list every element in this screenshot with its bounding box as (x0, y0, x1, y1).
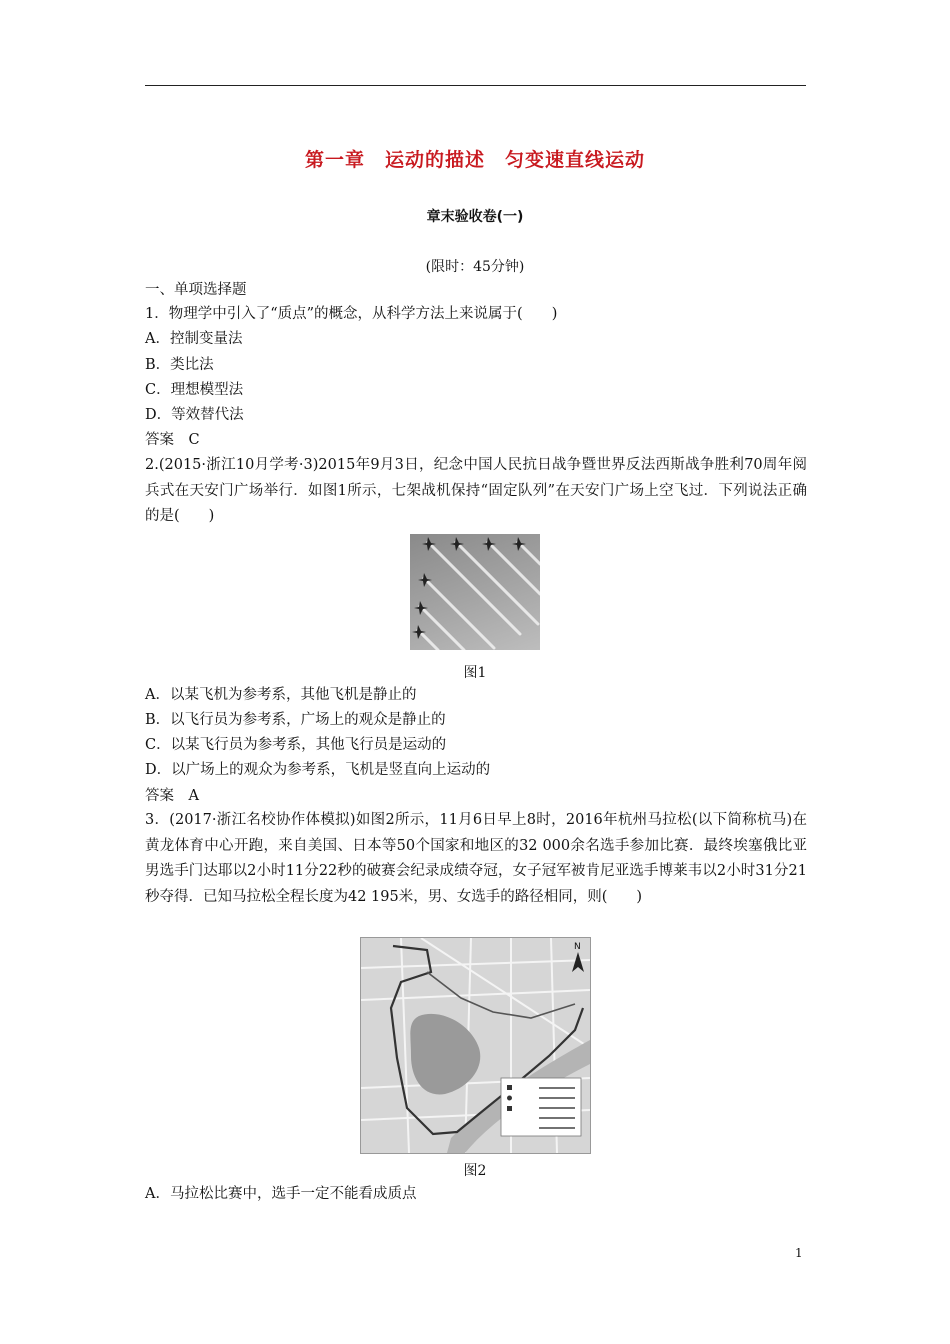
map-legend-markers (507, 1085, 512, 1111)
figure-2-caption: 图2 (463, 1163, 487, 1179)
exam-title: 章末验收卷(一) (426, 209, 524, 225)
page-number: 1 (795, 1246, 803, 1260)
question-1-option-b: B．类比法 (145, 357, 214, 373)
north-label: N (574, 942, 581, 952)
question-2-option-a: A．以某飞机为参考系，其他飞机是静止的 (145, 687, 417, 703)
question-1-answer: 答案 C (145, 432, 200, 448)
legend-marker (507, 1085, 512, 1090)
legend-marker (507, 1096, 512, 1101)
contrail (488, 542, 540, 594)
marathon-map-illustration (361, 938, 590, 1153)
contrail (428, 542, 520, 634)
time-limit: (限时：45分钟) (425, 259, 525, 275)
question-2-option-b: B．以飞行员为参考系，广场上的观众是静止的 (145, 712, 446, 728)
question-2-option-d: D．以广场上的观众为参考系，飞机是竖直向上运动的 (145, 762, 491, 778)
jet-formation-illustration (410, 534, 540, 650)
contrail-group (418, 542, 540, 650)
chapter-title: 第一章 运动的描述 匀变速直线运动 (304, 149, 645, 171)
header-rule (145, 85, 806, 86)
figure-1-jet-formation-photo (410, 534, 540, 650)
question-2-option-c: C．以某飞行员为参考系，其他飞行员是运动的 (145, 737, 447, 753)
figure-1-caption: 图1 (463, 665, 487, 681)
question-1-option-c: C．理想模型法 (145, 382, 244, 398)
section-heading: 一、单项选择题 (145, 282, 247, 298)
question-3-stem: 3．(2017·浙江名校协作体模拟)如图2所示，11月6日早上8时，2016年杭州马拉松(以下简称杭马)在黄龙体育中心开跑，来自美国、日本等50个国家和地区的32 000余名选手参加比赛．最终埃塞俄比亚男选手门达耶以2小时11分22秒的破赛会纪录成绩夺冠，女子冠军被肯尼亚选手博莱韦以2小时31分21秒夺得．已知马拉松全程长度为42 195米，男、女选手的路径相同，则( ) (145, 812, 807, 905)
question-3-option-a: A．马拉松比赛中，选手一定不能看成质点 (145, 1186, 417, 1202)
legend-marker (507, 1106, 512, 1111)
question-1-stem: 1．物理学中引入了“质点”的概念，从科学方法上来说属于( ) (145, 306, 558, 322)
question-2-stem: 2.(2015·浙江10月学考·3)2015年9月3日，纪念中国人民抗日战争暨世界反法西斯战争胜利70周年阅兵式在天安门广场举行．如图1所示，七架战机保持“固定队列”在天安门广场上空飞过．下列说法正确的是( ) (145, 457, 807, 524)
question-2-answer: 答案 A (145, 788, 199, 804)
contrail (424, 578, 494, 648)
figure-2-marathon-route-map (360, 937, 591, 1154)
question-1-option-a: A．控制变量法 (145, 331, 243, 347)
contrail (518, 542, 540, 564)
question-1-option-d: D．等效替代法 (145, 407, 244, 423)
